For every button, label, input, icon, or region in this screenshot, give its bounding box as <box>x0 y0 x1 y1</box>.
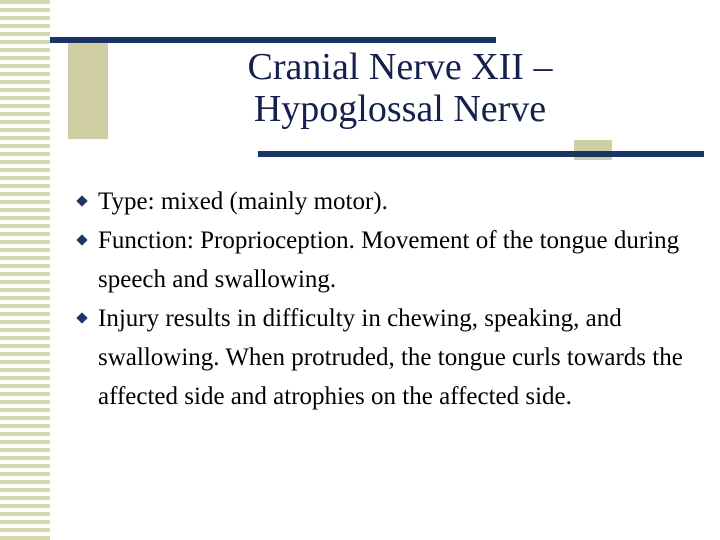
bullet-list <box>78 182 703 416</box>
title-line-2: Hypoglossal Nerve <box>253 88 547 130</box>
list-item <box>78 299 703 416</box>
title-top-rule <box>50 37 496 43</box>
left-stripe-decoration <box>0 0 50 540</box>
diamond-bullet-icon <box>76 234 87 245</box>
title-line-1: Cranial Nerve XII – <box>247 46 553 88</box>
title-accent-block <box>68 39 108 139</box>
title-bottom-accent <box>574 140 612 160</box>
title-bottom-rule <box>258 151 704 157</box>
list-item <box>78 221 703 299</box>
list-item-text: Function: Proprioception. Movement of the tongue during speech and swallowing. <box>98 227 680 293</box>
page-title <box>140 46 660 130</box>
list-item <box>78 182 703 221</box>
list-item-text: Injury results in difficulty in chewing, speaking, and swallowing. When protruded, the tongue curls towards the affected side and atrophies on the affected side. <box>98 305 683 410</box>
diamond-bullet-icon <box>76 195 87 206</box>
diamond-bullet-icon <box>76 312 87 323</box>
list-item-text: Type: mixed (mainly motor). <box>98 188 388 215</box>
